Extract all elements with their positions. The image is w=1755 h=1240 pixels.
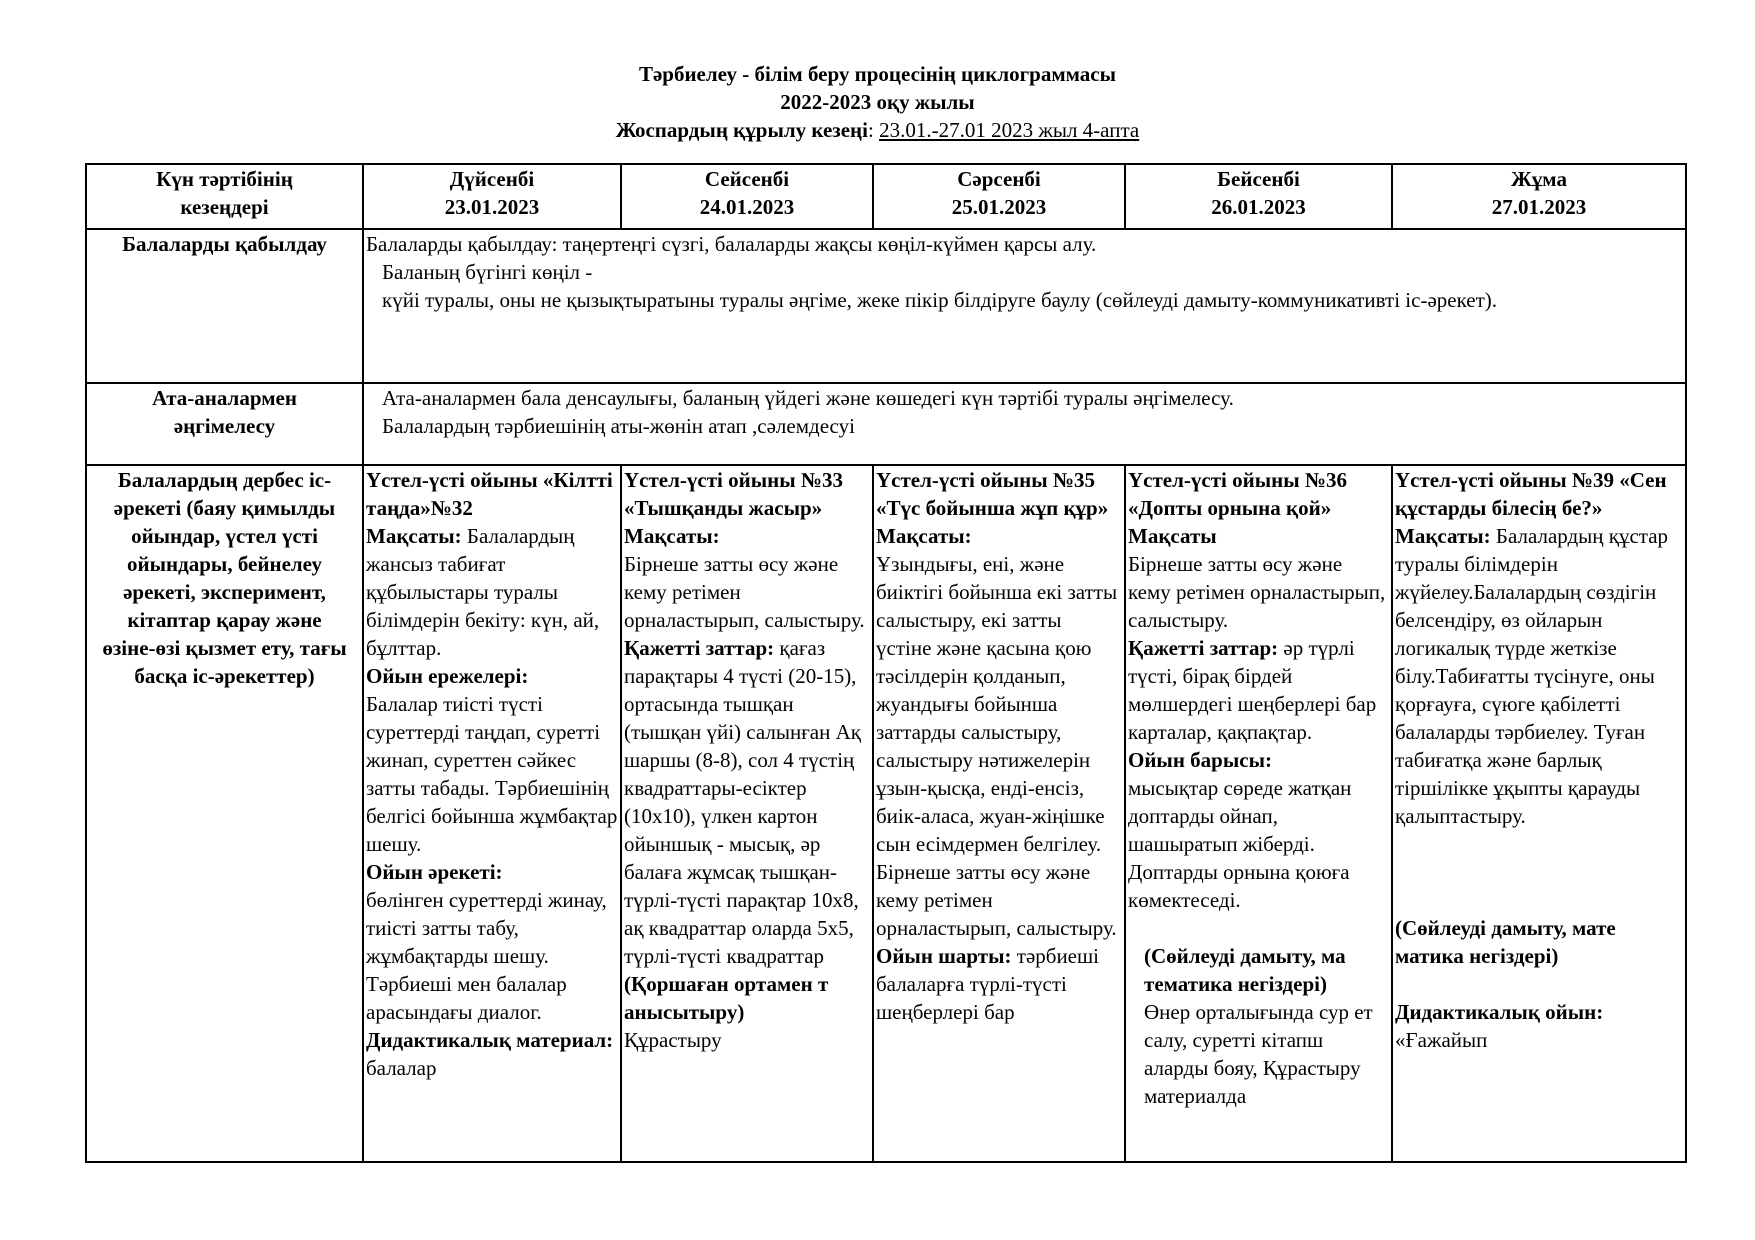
row-parents-text: Ата-аналармен бала денсаулығы, баланың үйдегі және көшедегі күн тәртібі туралы әңгімелесу. Балалардың тәрбиешінің аты-жөнін атап ,сәлемдесуі bbox=[363, 383, 1686, 465]
row-reception-text: Балаларды қабылдау: таңертеңгі сүзгі, балаларды жақсы көңіл-күймен қарсы алу. Баланың бүгінгі көңіл - күйі туралы, оны не қызықтыратыны туралы әңгіме, жеке пікір білдіруге баулу (сөйлеуді дамыту-коммуникативті іс-әрекет). bbox=[363, 229, 1686, 383]
friday-activity: Үстел-үсті ойыны №39 «Сен құстарды білесің бе?» Мақсаты: Балалардың құстар туралы білімдерін жүйелеу.Балалардың сөздігін белсендіру, өз ойларын логикалық түрде жеткізе білу.Табиғатты түсінуге, оны қорғауға, сүюге қабілетті балаларды тәрбиелеу. Туған табиғатқа және барлық тіршілікке ұқыпты қарауды қалыптастыру. (Сөйлеуді дамыту, мате матика негіздері) Дидактикалық ойын: «Ғажайып bbox=[1392, 465, 1686, 1162]
academic-year: 2022-2023 оқу жылы bbox=[780, 90, 975, 114]
row-parents-label: Ата-аналармен әңгімелесу bbox=[86, 383, 363, 465]
row-reception bbox=[86, 229, 1686, 383]
row-independent-activity-label: Балалардың дербес іс-әрекеті (баяу қимылды ойындар, үстел үсті ойындары, бейнелеу әрекеті, эксперимент, кітаптар қарау және өзіне-өзі қызмет ету, тағы басқа іс-әрекеттер) bbox=[86, 465, 363, 1162]
wednesday-activity: Үстел-үсті ойыны №35 «Түс бойынша жұп құр» Мақсаты: Ұзындығы, ені, және биіктігі бойынша екі затты салыстыру, екі затты үстіне және қасына қою тәсілдерін қолданып, жуандығы бойынша заттарды салыстыру, салыстыру нәтижелерін ұзын-қысқа, енді-енсіз, биік-аласа, жуан-жіңішке сын есімдермен белгілеу. Бірнеше затты өсу және кему ретімен орналастырып, салыстыру. Ойын шарты: тәрбиеші балаларға түрлі-түсті шеңберлері бар bbox=[873, 465, 1125, 1162]
header-wednesday: Сәрсенбі 25.01.2023 bbox=[873, 164, 1125, 229]
header-row bbox=[86, 164, 1686, 229]
row-independent-activity bbox=[86, 465, 1686, 1162]
header-tuesday: Сейсенбі 24.01.2023 bbox=[621, 164, 873, 229]
row-parents bbox=[86, 383, 1686, 465]
header-monday: Дүйсенбі 23.01.2023 bbox=[363, 164, 621, 229]
header-friday: Жұма 27.01.2023 bbox=[1392, 164, 1686, 229]
tuesday-activity: Үстел-үсті ойыны №33 «Тышқанды жасыр» Мақсаты: Бірнеше затты өсу және кему ретімен орналастырып, салыстыру. Қажетті заттар: қағаз парақтары 4 түсті (20-15), ортасында тышқан (тышқан үйі) салынған Ақ шаршы (8-8), сол 4 түстің квадраттары-есіктер (10x10), үлкен картон ойыншық - мысық, әр балаға жұмсақ тышқан-түрлі-түсті парақтар 10x8, ақ квадраттар оларда 5x5, түрлі-түсті квадраттар (Қоршаған ортамен т анысытыру) Құрастыру bbox=[621, 465, 873, 1162]
plan-period-label: Жоспардың құрылу кезеңі bbox=[615, 118, 868, 142]
header-thursday: Бейсенбі 26.01.2023 bbox=[1125, 164, 1392, 229]
page-title: Тәрбиелеу - білім беру процесінің циклограммасы bbox=[638, 62, 1117, 86]
row-reception-label: Балаларды қабылдау bbox=[86, 229, 363, 383]
cyclogram-table bbox=[85, 163, 1687, 1163]
plan-period: Жоспардың құрылу кезеңі: 23.01.-27.01 2023 жыл 4-апта bbox=[615, 118, 1140, 142]
plan-period-value: 23.01.-27.01 2023 жыл 4-апта bbox=[879, 118, 1140, 142]
monday-activity: Үстел-үсті ойыны «Кілтті таңда»№32 Мақсаты: Балалардың жансыз табиғат құбылыстары туралы білімдерін бекіту: күн, ай, бұлттар. Ойын ережелері: Балалар тиісті түсті суреттерді таңдап, суретті жинап, суреттен сәйкес затты табады. Тәрбиешінің белгісі бойынша жұмбақтар шешу. Ойын әрекеті: бөлінген суреттерді жинау, тиісті затты табу, жұмбақтарды шешу. Тәрбиеші мен балалар арасындағы диалог. Дидактикалық материал: балалар bbox=[363, 465, 621, 1162]
header-routine-stages: Күн тәртібінің кезеңдері bbox=[86, 164, 363, 229]
thursday-activity: Үстел-үсті ойыны №36 «Допты орнына қой» Мақсаты Бірнеше затты өсу және кему ретімен орналастырып, салыстыру. Қажетті заттар: әр түрлі түсті, бірақ бірдей мөлшердегі шеңберлері бар карталар, қақпақтар. Ойын барысы: мысықтар сөреде жатқан доптарды ойнап, шашыратып жіберді. Доптарды орнына қоюға көмектеседі. (Сөйлеуді дамыту, ма тематика негіздері) Өнер орталығында сур ет салу, суретті кітапш аларды бояу, Құрастыру материалда bbox=[1125, 465, 1392, 1162]
